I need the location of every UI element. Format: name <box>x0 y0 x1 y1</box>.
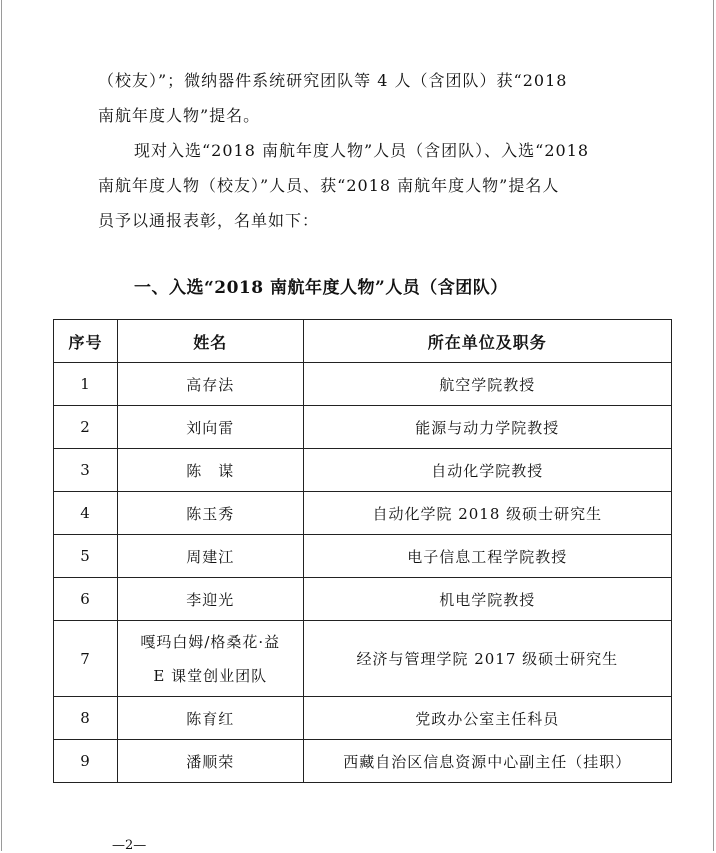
page-number: —2— <box>112 838 147 853</box>
row-name: 刘向雷 <box>117 406 303 449</box>
table-row <box>54 697 672 740</box>
row-number: 6 <box>54 578 118 621</box>
row-name: 高存法 <box>117 363 303 406</box>
intro-paragraph-1 <box>98 63 638 133</box>
text-line: 南航年度人物（校友）”人员、获“2018 南航年度人物”提名人 <box>98 176 560 195</box>
row-number: 5 <box>54 535 118 578</box>
table-row <box>54 740 672 783</box>
row-name: 陈育红 <box>117 697 303 740</box>
row-unit: 电子信息工程学院教授 <box>303 535 671 578</box>
row-name <box>117 621 303 697</box>
row-number: 8 <box>54 697 118 740</box>
row-number: 7 <box>54 621 118 697</box>
text-line: 南航年度人物”提名。 <box>98 106 261 125</box>
intro-paragraph-2 <box>98 133 638 238</box>
row-name: 周建江 <box>117 535 303 578</box>
column-header-name: 姓名 <box>117 320 303 363</box>
table-row <box>54 449 672 492</box>
row-number: 3 <box>54 449 118 492</box>
row-unit: 机电学院教授 <box>303 578 671 621</box>
text-line: 现对入选“2018 南航年度人物”人员（含团队）、入选“2018 <box>134 141 590 160</box>
row-name: 潘顺荣 <box>117 740 303 783</box>
row-unit: 经济与管理学院 2017 级硕士研究生 <box>303 621 671 697</box>
honoree-table <box>53 319 672 783</box>
table-row <box>54 535 672 578</box>
section-heading: 一、入选“2018 南航年度人物”人员（含团队） <box>134 278 508 298</box>
row-unit: 党政办公室主任科员 <box>303 697 671 740</box>
table-row <box>54 406 672 449</box>
row-number: 2 <box>54 406 118 449</box>
row-unit: 航空学院教授 <box>303 363 671 406</box>
table-header-row <box>54 320 672 363</box>
table-row <box>54 621 672 697</box>
row-name-line: 嘎玛白姆/格桑花·益 <box>140 632 281 651</box>
table-row <box>54 363 672 406</box>
row-name: 陈 谋 <box>117 449 303 492</box>
row-name: 李迎光 <box>117 578 303 621</box>
row-unit: 自动化学院教授 <box>303 449 671 492</box>
row-unit: 西藏自治区信息资源中心副主任（挂职） <box>303 740 671 783</box>
column-header-unit: 所在单位及职务 <box>303 320 671 363</box>
row-number: 9 <box>54 740 118 783</box>
row-name: 陈玉秀 <box>117 492 303 535</box>
text-line: （校友）”；微纳器件系统研究团队等 4 人（含团队）获“2018 <box>98 71 568 90</box>
row-number: 4 <box>54 492 118 535</box>
row-unit: 自动化学院 2018 级硕士研究生 <box>303 492 671 535</box>
column-header-number: 序号 <box>54 320 118 363</box>
table-row <box>54 492 672 535</box>
text-line: 员予以通报表彰，名单如下： <box>98 211 320 230</box>
row-number: 1 <box>54 363 118 406</box>
row-unit: 能源与动力学院教授 <box>303 406 671 449</box>
table-row <box>54 578 672 621</box>
row-name-line: E 课堂创业团队 <box>153 666 268 685</box>
